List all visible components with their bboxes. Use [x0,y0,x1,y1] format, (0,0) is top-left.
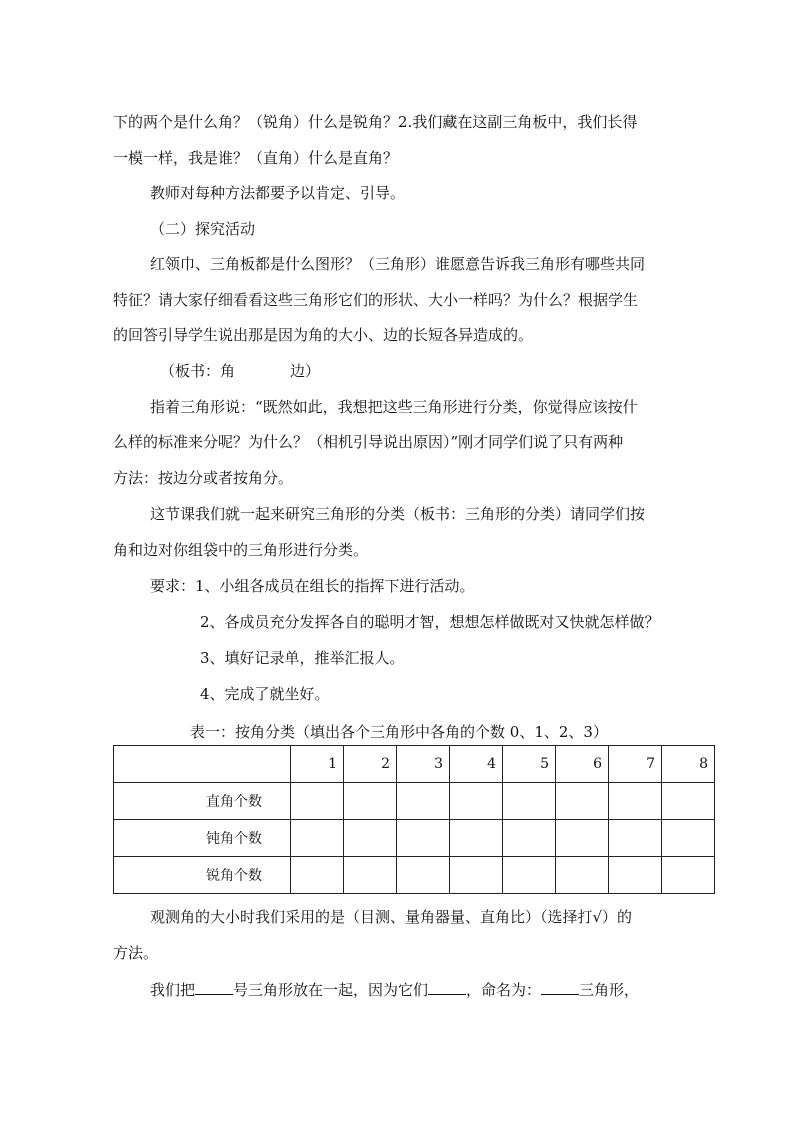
table-corner-cell [114,746,291,783]
table-cell-blank[interactable] [609,857,662,894]
paragraph-line: 的回答引导学生说出那是因为角的大小、边的长短各异造成的。 [113,326,534,344]
table-cell-blank[interactable] [556,820,609,857]
table-column-header: 7 [609,746,662,783]
table-cell-blank[interactable] [344,820,397,857]
table-cell-blank[interactable] [291,857,344,894]
table-caption: 表一：按角分类（填出各个三角形中各角的个数 0、1、2、3） [190,723,608,741]
paragraph-line: 红领巾、三角板都是什么图形？（三角形）谁愿意告诉我三角形有哪些共同 [150,255,646,273]
table-cell-blank[interactable] [556,857,609,894]
sentence-part: 三角形， [579,981,640,999]
table-cell-blank[interactable] [609,783,662,820]
board-note-side: 边） [290,362,321,380]
table-cell-blank[interactable] [397,783,450,820]
table-cell-blank[interactable] [450,857,503,894]
table-cell-blank[interactable] [609,820,662,857]
table-column-header: 5 [503,746,556,783]
blank-name[interactable] [541,980,579,995]
table-row-label: 钝角个数 [114,820,291,857]
paragraph-line: 么样的标准来分呢？为什么？（相机引导说出原因）”刚才同学们说了只有两种 [113,433,624,451]
table-row [114,783,715,820]
sentence-part: 号三角形放在一起，因为它们 [233,981,429,999]
paragraph-line: 一模一样，我是谁？（直角）什么是直角？ [113,149,399,167]
table-column-header: 3 [397,746,450,783]
requirement-2: 2、各成员充分发挥各自的聪明才智，想想怎样做既对又快就怎样做？ [200,613,660,631]
requirement-1: 要求：1、小组各成员在组长的指挥下进行活动。 [150,577,475,595]
fill-in-sentence [150,980,639,1000]
requirement-4: 4、完成了就坐好。 [200,685,330,703]
paragraph-line: 教师对每种方法都要予以肯定、引导。 [150,184,406,202]
table-cell-blank[interactable] [556,783,609,820]
table-row [114,857,715,894]
paragraph-line: 观测角的大小时我们采用的是（目测、量角器量、直角比）（选择打√）的 [150,908,633,926]
sentence-part: 我们把 [150,981,196,999]
table-cell-blank[interactable] [344,857,397,894]
paragraph-line: 这节课我们就一起来研究三角形的分类（板书：三角形的分类）请同学们按 [150,505,646,523]
table-cell-blank[interactable] [662,783,715,820]
table-column-header: 2 [344,746,397,783]
paragraph-line: 方法。 [113,944,159,962]
paragraph-line: 指着三角形说：“既然如此，我想把这些三角形进行分类，你觉得应该按什 [150,398,638,416]
table-cell-blank[interactable] [503,857,556,894]
table-column-header: 6 [556,746,609,783]
sentence-part: ，命名为： [466,981,542,999]
paragraph-line: 特征？请大家仔细看看这些三角形它们的形状、大小一样吗？为什么？根据学生 [113,291,639,309]
table-cell-blank[interactable] [662,857,715,894]
classification-table [113,745,715,894]
table-cell-blank[interactable] [291,783,344,820]
table-row-label: 锐角个数 [114,857,291,894]
table-row [114,820,715,857]
table-cell-blank[interactable] [397,820,450,857]
section-heading: （二）探究活动 [150,220,256,238]
table-cell-blank[interactable] [397,857,450,894]
table-cell-blank[interactable] [450,820,503,857]
table-cell-blank[interactable] [503,783,556,820]
table-column-header: 8 [662,746,715,783]
table-row-label: 直角个数 [114,783,291,820]
table-cell-blank[interactable] [503,820,556,857]
blank-reason[interactable] [428,980,466,995]
table-column-header: 4 [450,746,503,783]
blank-number[interactable] [195,980,233,995]
paragraph-line: 角和边对你组袋中的三角形进行分类。 [113,541,369,559]
table-cell-blank[interactable] [291,820,344,857]
table-cell-blank[interactable] [662,820,715,857]
table-column-header: 1 [291,746,344,783]
paragraph-line: 下的两个是什么角？（锐角）什么是锐角？2.我们藏在这副三角板中，我们长得 [113,113,638,131]
table-cell-blank[interactable] [450,783,503,820]
table-header-row [114,746,715,783]
requirement-3: 3、填好记录单，推举汇报人。 [200,649,405,667]
paragraph-line: 方法：按边分或者按角分。 [113,469,294,487]
table-cell-blank[interactable] [344,783,397,820]
board-note-angle: （板书：角 [160,362,236,380]
